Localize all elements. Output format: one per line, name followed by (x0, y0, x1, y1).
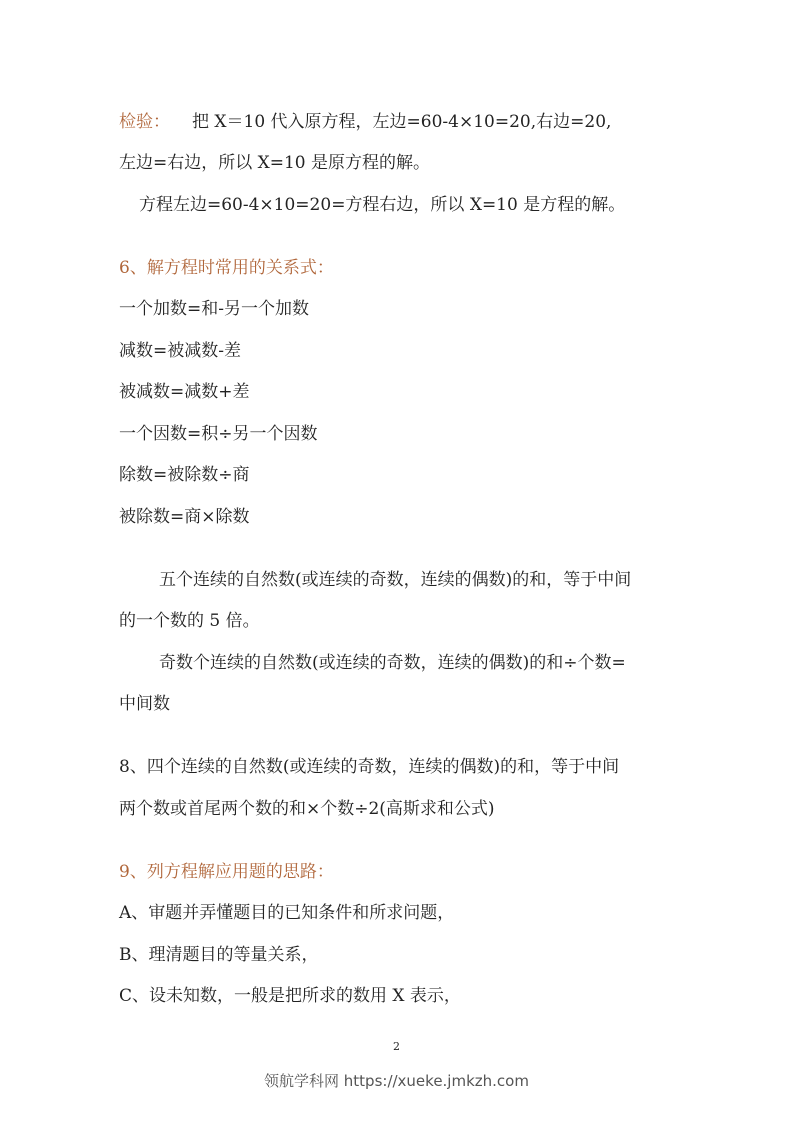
step-item: C、设未知数，一般是把所求的数用 X 表示， (119, 986, 461, 1006)
check-label: 检验： (119, 112, 170, 132)
footer-watermark: 领航学科网 https://xueke.jmkzh.com (264, 1072, 529, 1090)
check-text-1: 把 X＝10 代入原方程，左边=60-4×10=20,右边=20, (192, 112, 612, 132)
section-8-line-1: 8、四个连续的自然数(或连续的奇数，连续的偶数)的和，等于中间 (119, 757, 620, 777)
section-6-heading: 6、解方程时常用的关系式： (119, 258, 334, 278)
relation-item: 一个加数=和-另一个加数 (119, 299, 309, 319)
rule-five-line-1: 五个连续的自然数(或连续的奇数，连续的偶数)的和，等于中间 (159, 570, 632, 590)
page-number: 2 (393, 1040, 400, 1053)
relation-item: 被除数=商×除数 (119, 507, 250, 527)
relation-item: 被减数=减数+差 (119, 382, 250, 402)
step-item: B、理清题目的等量关系， (119, 945, 319, 965)
check-line-2: 左边=右边，所以 X=10 是原方程的解。 (119, 153, 431, 173)
section-9-heading: 9、列方程解应用题的思路： (119, 862, 334, 882)
rule-five-line-2: 的一个数的 5 倍。 (119, 611, 260, 631)
check-line-1 (119, 110, 611, 134)
rule-odd-line-2: 中间数 (119, 694, 170, 714)
relation-item: 减数=被减数-差 (119, 341, 241, 361)
rule-odd-line-1: 奇数个连续的自然数(或连续的奇数，连续的偶数)的和÷个数= (159, 653, 626, 673)
relation-item: 一个因数=积÷另一个因数 (119, 424, 318, 444)
check-line-3: 方程左边=60-4×10=20=方程右边，所以 X=10 是方程的解。 (139, 195, 626, 215)
section-8-line-2: 两个数或首尾两个数的和×个数÷2(高斯求和公式) (119, 799, 495, 819)
relation-item: 除数=被除数÷商 (119, 465, 250, 485)
step-item: A、审题并弄懂题目的已知条件和所求问题， (119, 903, 455, 923)
